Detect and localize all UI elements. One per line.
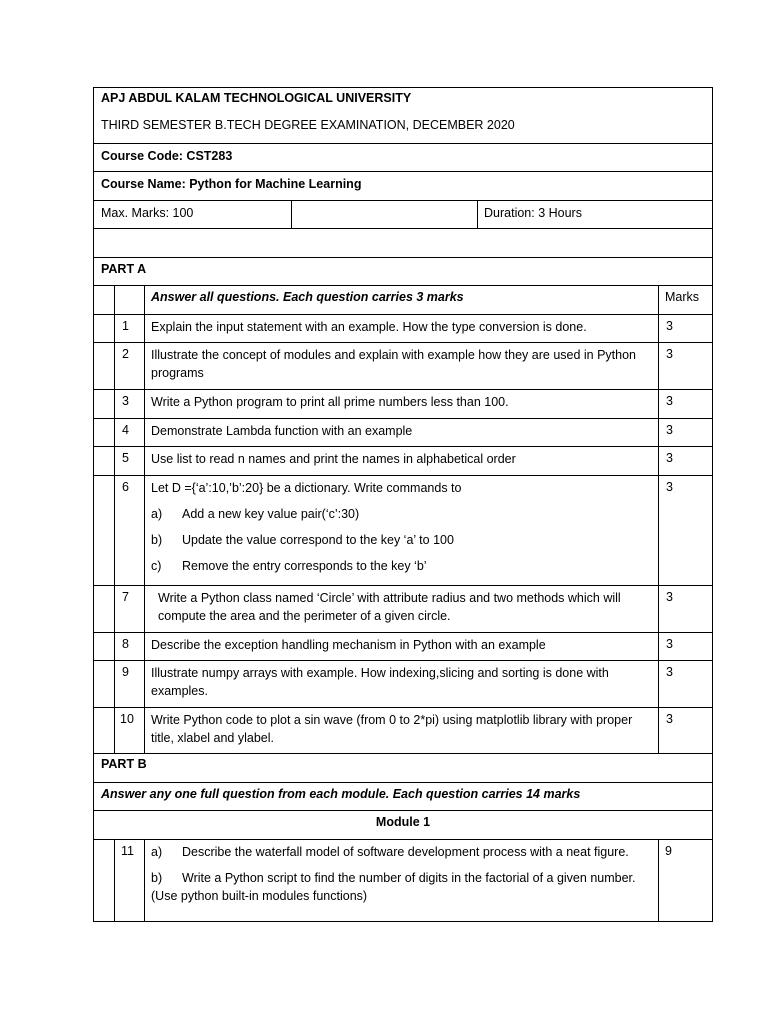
marks-duration-row — [93, 201, 713, 229]
question-number: 3 — [122, 394, 129, 408]
question-row — [93, 315, 713, 343]
question-row — [93, 447, 713, 476]
question-text: Let D ={‘a’:10,’b’:20} be a dictionary. Write commands to — [151, 481, 462, 495]
module-title: Module 1 — [375, 815, 431, 829]
question-row — [93, 390, 713, 419]
question-row — [93, 661, 713, 708]
question-marks: 3 — [666, 347, 673, 361]
question-marks: 3 — [666, 637, 673, 651]
question-number: 2 — [122, 347, 129, 361]
question-row — [93, 586, 713, 633]
max-marks: Max. Marks: 100 — [101, 206, 194, 220]
question-number: 5 — [122, 451, 129, 465]
question-text: Describe the exception handling mechanism in Python with an example — [151, 638, 546, 652]
question-text: Write a Python class named ‘Circle’ with attribute radius and two methods which will compute the area and the perimeter of a given circle. — [158, 591, 621, 623]
question-text-block — [151, 843, 656, 905]
question-number: 4 — [122, 423, 129, 437]
duration: Duration: 3 Hours — [484, 206, 582, 220]
course-name-row — [93, 172, 713, 201]
question-text: Explain the input statement with an example. How the type conversion is done. — [151, 320, 587, 334]
question-marks: 3 — [666, 480, 673, 494]
sub-label: b) — [151, 533, 163, 547]
sub-label: a) — [151, 507, 163, 521]
question-marks: 3 — [666, 319, 673, 333]
question-text: Write Python code to plot a sin wave (from 0 to 2*pi) using matplotlib library with proper title, xlabel and ylabel. — [151, 713, 633, 745]
part-a-row — [93, 258, 713, 286]
question-text: Use list to read n names and print the names in alphabetical order — [151, 452, 516, 466]
question-number: 8 — [122, 637, 129, 651]
university-name: APJ ABDUL KALAM TECHNOLOGICAL UNIVERSITY — [101, 91, 412, 105]
part-a-title: PART A — [101, 262, 147, 276]
part-b-title: PART B — [101, 757, 147, 771]
question-row — [93, 633, 713, 661]
course-code: Course Code: CST283 — [101, 149, 233, 163]
question-marks: 3 — [666, 665, 673, 679]
sub-label: a) — [151, 845, 163, 859]
question-marks: 3 — [666, 451, 673, 465]
question-text: Illustrate the concept of modules and explain with example how they are used in Python programs — [151, 348, 637, 380]
marks-header: Marks — [665, 290, 700, 304]
question-text: Write a Python program to print all prime numbers less than 100. — [151, 395, 509, 409]
question-row — [93, 476, 713, 586]
course-name: Course Name: Python for Machine Learning — [101, 177, 362, 191]
cell-divider — [477, 201, 478, 228]
question-number: 1 — [122, 319, 129, 333]
question-number: 9 — [122, 665, 129, 679]
question-row — [93, 343, 713, 390]
sub-question — [151, 505, 656, 523]
question-row — [93, 419, 713, 447]
part-b-instruction-row — [93, 783, 713, 811]
question-marks: 3 — [666, 423, 673, 437]
sub-text: Update the value correspond to the key ‘a’ to 100 — [182, 533, 454, 547]
question-paper-table — [93, 87, 713, 922]
sub-text: Describe the waterfall model of software development process with a neat figure. — [182, 845, 629, 859]
cell-divider — [291, 201, 292, 228]
sub-label: b) — [151, 871, 163, 885]
exam-title: THIRD SEMESTER B.TECH DEGREE EXAMINATION, DECEMBER 2020 — [101, 118, 515, 132]
question-number: 10 — [120, 712, 134, 726]
sub-text: Write a Python script to find the number of digits in the factorial of a given number.(Use python built-in modules functions) — [151, 871, 636, 903]
question-number: 7 — [122, 590, 129, 604]
sub-text: Remove the entry corresponds to the key ‘b’ — [182, 559, 427, 573]
part-a-instruction-row — [93, 286, 713, 315]
question-text: Demonstrate Lambda function with an example — [151, 424, 413, 438]
question-marks: 3 — [666, 712, 673, 726]
question-row — [93, 840, 713, 922]
question-number: 6 — [122, 480, 129, 494]
question-number: 11 — [121, 844, 134, 858]
question-text: Illustrate numpy arrays with example. How indexing,slicing and sorting is done with examples. — [151, 666, 609, 698]
sub-question — [151, 869, 656, 905]
sub-question — [151, 531, 656, 549]
empty-row — [93, 229, 713, 258]
question-marks: 3 — [666, 590, 673, 604]
sub-label: c) — [151, 559, 162, 573]
sub-text: Add a new key value pair(‘c’:30) — [182, 507, 360, 521]
sub-question — [151, 557, 656, 575]
question-row — [93, 708, 713, 754]
course-code-row — [93, 144, 713, 172]
question-marks: 9 — [665, 844, 672, 858]
question-text-block — [151, 479, 656, 575]
sub-question — [151, 845, 629, 859]
module-row — [93, 811, 713, 840]
question-marks: 3 — [666, 394, 673, 408]
part-b-row — [93, 754, 713, 783]
part-a-instruction: Answer all questions. Each question carries 3 marks — [151, 290, 464, 304]
header-row — [93, 87, 713, 144]
part-b-instruction: Answer any one full question from each module. Each question carries 14 marks — [101, 787, 581, 801]
